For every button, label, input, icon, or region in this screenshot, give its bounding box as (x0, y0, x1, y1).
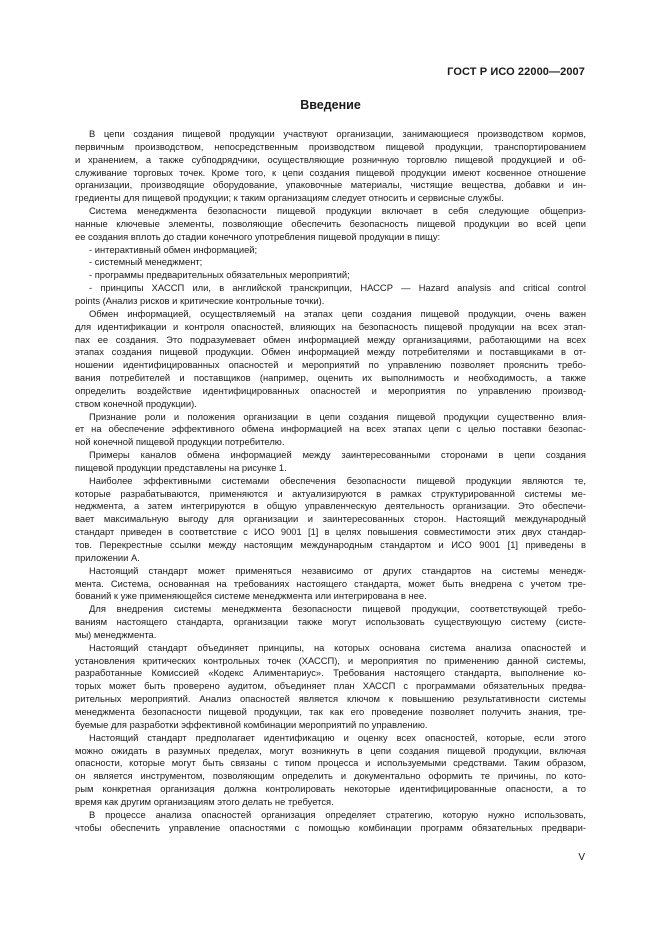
standard-designation: ГОСТ Р ИСО 22000—2007 (447, 66, 585, 78)
text-line: время как другим организациям этого делать не требуется. (75, 795, 334, 807)
text-line: опасности, которые могут быть связаны с типом процесса и используемыми средствами. Таким образом, (75, 757, 586, 769)
text-line: вания потребителей и поставщиков (например, оценить их выполнимость и необходимость, а также (75, 372, 586, 384)
text-line: - принципы ХАССП или, в английской транскрипции, НАССР — Hazard analysis and critical control (89, 282, 586, 294)
text-line: Настоящий стандарт может применяться независимо от других стандартов на системы менедж- (89, 564, 586, 576)
text-line: вает максимальную выгоду для организации и заинтересованных сторон. Настоящий международный (75, 513, 586, 525)
text-line: буемые для разработки эффективной комбинации мероприятий по управлению. (75, 718, 428, 730)
text-line: мы) менеджмента. (75, 628, 157, 640)
section-title: Введение (300, 98, 361, 112)
text-line: приложении А. (75, 551, 140, 563)
text-line: пищевой продукции представлены на рисунке 1. (75, 461, 287, 473)
text-line: тов. Перекрестные ссылки между настоящим международным стандартом и ИСО 9001 [1] приведены в (75, 539, 586, 550)
text-line: points (Анализ рисков и критические контрольные точки). (75, 294, 325, 306)
text-line: служивание торговых точек. Кроме того, к цепи создания пищевой продукции имеют косвенное отношение (75, 166, 586, 178)
text-line: бований к уже применяющейся системе менеджмента или интегрирована в нее. (75, 590, 427, 602)
text-line: - программы предварительных обязательных мероприятий; (89, 269, 350, 281)
text-line: гредиенты для пищевой продукции; к таким организациям следует относить и сервисные службы. (75, 192, 504, 204)
text-line: ной конечной пищевой продукции потребителю. (75, 436, 285, 448)
text-line: Признание роли и положения организации в цепи создания пищевой продукции существенно влия- (89, 410, 586, 422)
text-line: которые разрабатываются, применяются и актуализируются в рамках структурированной системы ме- (75, 487, 586, 499)
text-line: для идентификации и контроля опасностей, влияющих на безопасность пищевой продукции на всех этап- (75, 320, 586, 332)
text-line: определить воздействие идентифицированных опасностей и мероприятия по управлению производ- (75, 384, 586, 396)
text-line: он является инструментом, позволяющим определить и документально оформить те причины, по кото- (75, 770, 586, 782)
text-line: В процессе анализа опасностей организация определяет стратегию, которую нужно использовать, (89, 808, 586, 820)
text-line: ет на обеспечение эффективного обмена информацией на всех этапах цепи с целью поставки безопас- (75, 423, 586, 435)
text-line: стандарт приведен в соответствие с ИСО 9001 [1] в целях повышения совместимости этих двух стандар- (75, 526, 586, 538)
text-line: организации, производящие оборудование, упаковочные материалы, чистящие вещества, добавки и ин- (75, 179, 586, 191)
text-line: установления критических контрольных точек (ХАССП), и мероприятия по применению данной системы, (75, 654, 586, 666)
text-line: торых может быть проверено аудитом, объединяет план ХАССП с программами обязательных предва- (75, 680, 586, 692)
text-line: нанные ключевые элементы, позволяющие обеспечить безопасность пищевой продукции во всей цепи (75, 217, 586, 229)
text-line: ношении идентифицированных опасностей и мероприятий по управлению позволяет прояснить требо- (75, 359, 586, 371)
text-line: ством конечной продукции). (75, 397, 197, 409)
text-line: - интерактивный обмен информацией; (89, 243, 258, 255)
text-line: и хранением, а также субподрядчики, осуществляющие розничную торговлю пищевой продукцией и об- (75, 153, 586, 165)
page-number: V (578, 852, 585, 863)
text-line: разработанные Комиссией «Кодекс Алиментариус». Требования настоящего стандарта, выполнение ко- (75, 667, 586, 679)
text-line: Обмен информацией, осуществляемый на этапах цепи создания пищевой продукции, очень важен (89, 307, 586, 319)
text-line: ее создания вплоть до стадии конечного употребления пищевой продукции в пищу: (75, 230, 441, 242)
text-line: Наиболее эффективными системами обеспечения безопасности пищевой продукции являются те, (89, 474, 586, 486)
text-line: Система менеджмента безопасности пищевой продукции включает в себя следующие общеприз- (89, 205, 586, 217)
text-line: первичным производством, непосредственным производством пищевой продукции, транспортированием (75, 140, 586, 152)
text-line: Для внедрения системы менеджмента безопасности пищевой продукции, соответствующей требо- (89, 603, 586, 615)
text-line: чтобы обеспечить управление опасностями с помощью комбинации программ обязательных предвари- (75, 821, 586, 833)
text-line: - системный менеджмент; (89, 256, 203, 268)
text-line: ваниям настоящего стандарта, организации также могут использовать существующую систему (систе- (75, 616, 586, 628)
text-line: Настоящий стандарт предполагает идентификацию и оценку всех опасностей, которые, если этого (89, 731, 586, 743)
text-line: Примеры каналов обмена информацией между заинтересованными сторонами в цепи создания (89, 449, 586, 461)
text-line: В цепи создания пищевой продукции участвуют организации, занимающиеся производством кормов, (89, 128, 586, 139)
text-line: Настоящий стандарт объединяет принципы, на которых основана система анализа опасностей и (89, 641, 586, 653)
text-line: рым конкретная организация должна контролировать некоторые идентифицированные опасности, а то (75, 783, 586, 795)
text-line: неджмента, а затем интегрируются в общую управленческую деятельность организации. Это обеспечи- (75, 500, 586, 512)
text-line: рительных мероприятий. Анализ опасностей является ключом к повышению результативности системы (75, 693, 586, 705)
text-line: мента. Система, основанная на требованиях настоящего стандарта, может быть внедрена с учетом тре- (75, 577, 586, 589)
text-line: можно ожидать в разумных пределах, могут возникнуть в цепи создания пищевой продукции, включая (75, 744, 586, 756)
body-text (75, 128, 586, 834)
text-line: этапах создания пищевой продукции. Обмен информацией между потребителями и поставщиками в от- (75, 346, 586, 358)
text-line: менеджмента безопасности пищевой продукции, так как его проведение позволяет получить знания, тре- (75, 705, 586, 717)
text-line: пах ее создания. Это подразумевает обмен информацией между организациями, работающими на всех (75, 333, 586, 345)
